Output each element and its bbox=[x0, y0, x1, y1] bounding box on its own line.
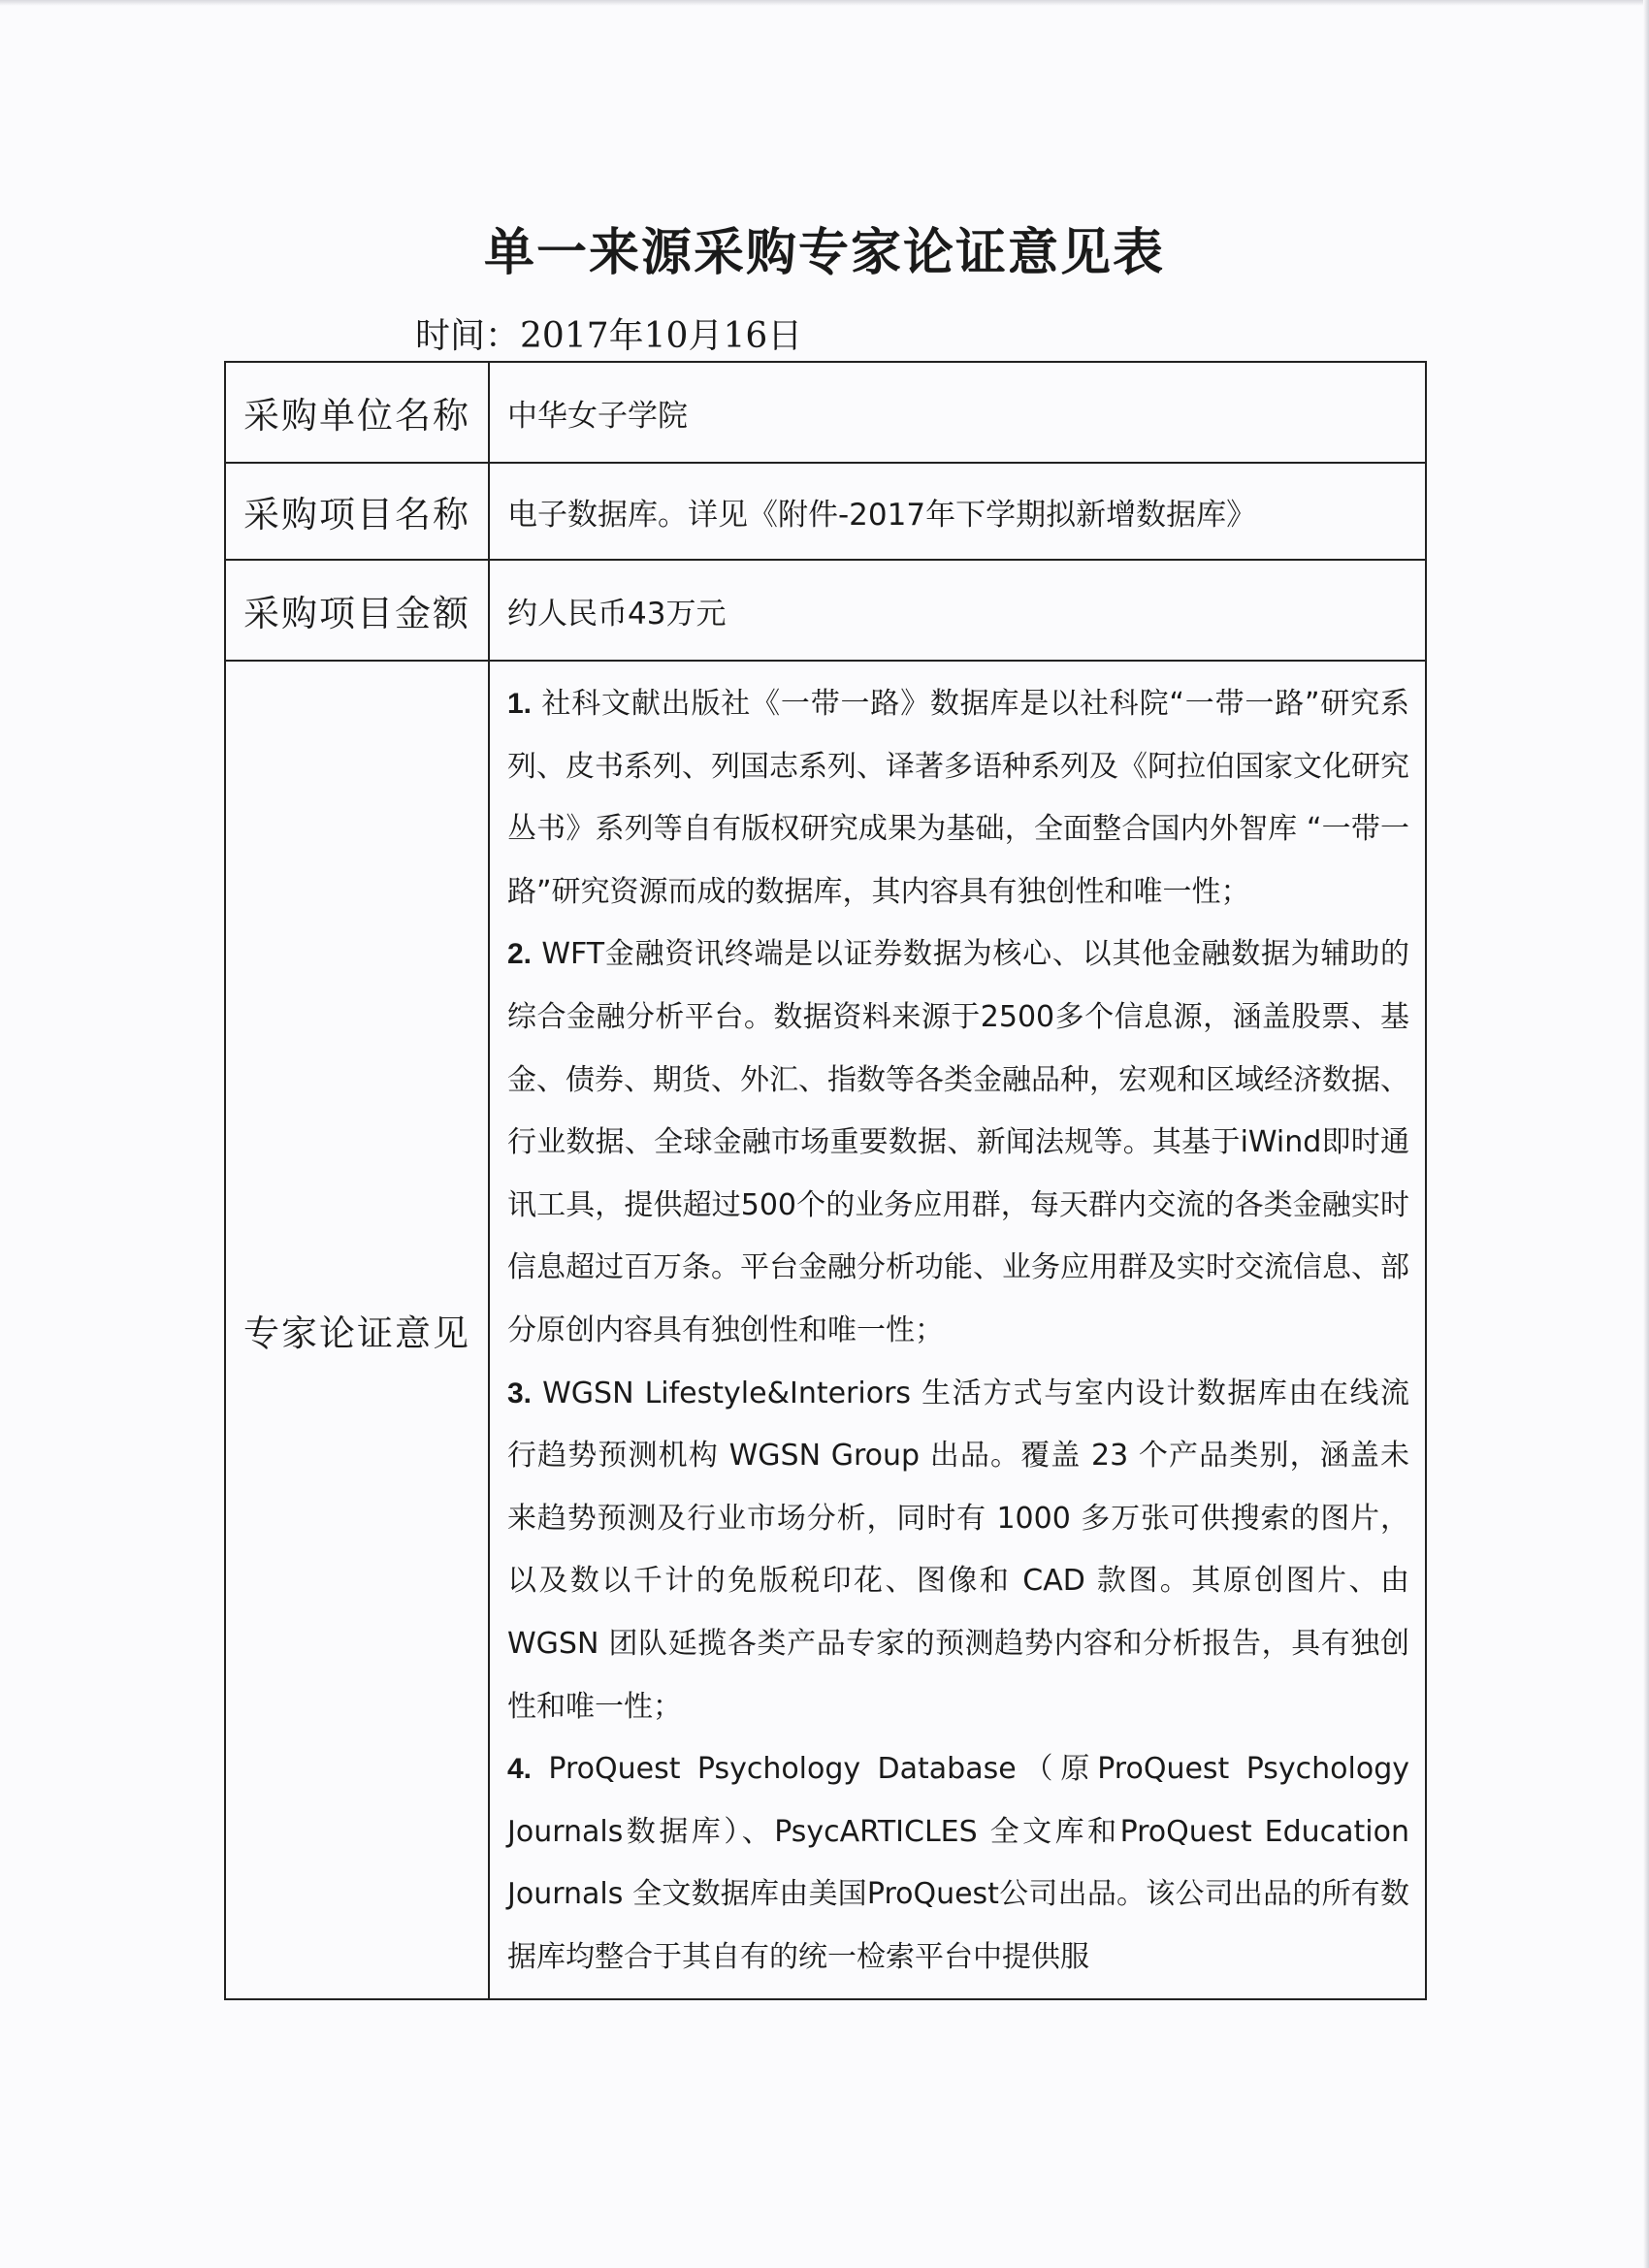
scan-edge-top bbox=[0, 0, 1649, 6]
opinion-item-number: 1. bbox=[507, 688, 533, 720]
opinion-item-text: ProQuest Psychology Database（原ProQuest Psychology Journals数据库）、PsycARTICLES 全文库和ProQuest Education Journals 全文数据库由美国ProQuest公司出品。该公司出品的所有数据库均整合于其自有的统一检索平台中提供服 bbox=[507, 1752, 1409, 1974]
project-name-label: 采购项目名称 bbox=[225, 463, 489, 560]
project-amount-value: 约人民币43万元 bbox=[489, 560, 1426, 661]
date-label: 时间： bbox=[415, 316, 521, 356]
document-title: 单一来源采购专家论证意见表 bbox=[483, 223, 1165, 282]
table-row bbox=[225, 661, 1426, 1999]
opinion-item-text: WGSN Lifestyle&Interiors 生活方式与室内设计数据库由在线流行趋势预测机构 WGSN Group 出品。覆盖 23 个产品类别，涵盖未来趋势预测及行业市场分析，同时有 1000 多万张可供搜索的图片，以及数以千计的免版税印花、图像和 CAD 款图。其原创图片、由 WGSN 团队延揽各类产品专家的预测趋势内容和分析报告，具有独创性和唯一性； bbox=[507, 1376, 1410, 1724]
unit-name-label: 采购单位名称 bbox=[225, 362, 489, 463]
date-value: 2017年10月16日 bbox=[520, 316, 803, 356]
expert-opinion-label: 专家论证意见 bbox=[225, 661, 489, 1999]
date-line bbox=[415, 308, 802, 358]
project-name-value: 电子数据库。详见《附件-2017年下学期拟新增数据库》 bbox=[489, 463, 1426, 560]
scan-edge-right bbox=[1643, 0, 1649, 2268]
project-amount-label: 采购项目金额 bbox=[225, 560, 489, 661]
opinion-item bbox=[507, 673, 1409, 923]
opinion-item-number: 4. bbox=[507, 1753, 533, 1786]
table-row bbox=[225, 463, 1426, 560]
unit-name-value: 中华女子学院 bbox=[489, 362, 1426, 463]
opinion-item-number: 3. bbox=[507, 1377, 533, 1409]
opinion-item bbox=[507, 1738, 1409, 1989]
opinion-item-number: 2. bbox=[507, 938, 533, 971]
opinion-item-text: WFT金融资讯终端是以证券数据为核心、以其他金融数据为辅助的综合金融分析平台。数据资料来源于2500多个信息源，涵盖股票、基金、债券、期货、外汇、指数等各类金融品种，宏观和区域经济数据、行业数据、全球金融市场重要数据、新闻法规等。其基于iWind即时通讯工具，提供超过500个的业务应用群，每天群内交流的各类金融实时信息超过百万条。平台金融分析功能、业务应用群及实时交流信息、部分原创内容具有独创性和唯一性； bbox=[507, 937, 1409, 1347]
opinion-item-text: 社科文献出版社《一带一路》数据库是以社科院“一带一路”研究系列、皮书系列、列国志系列、译著多语种系列及《阿拉伯国家文化研究丛书》系列等自有版权研究成果为基础，全面整合国内外智库 “一带一路”研究资源而成的数据库，其内容具有独创性和唯一性； bbox=[507, 687, 1409, 909]
opinion-form-table bbox=[224, 361, 1427, 2000]
opinion-item bbox=[507, 923, 1409, 1362]
expert-opinion-content bbox=[489, 661, 1426, 1999]
opinion-item bbox=[507, 1363, 1409, 1739]
table-row bbox=[225, 362, 1426, 463]
table-row bbox=[225, 560, 1426, 661]
